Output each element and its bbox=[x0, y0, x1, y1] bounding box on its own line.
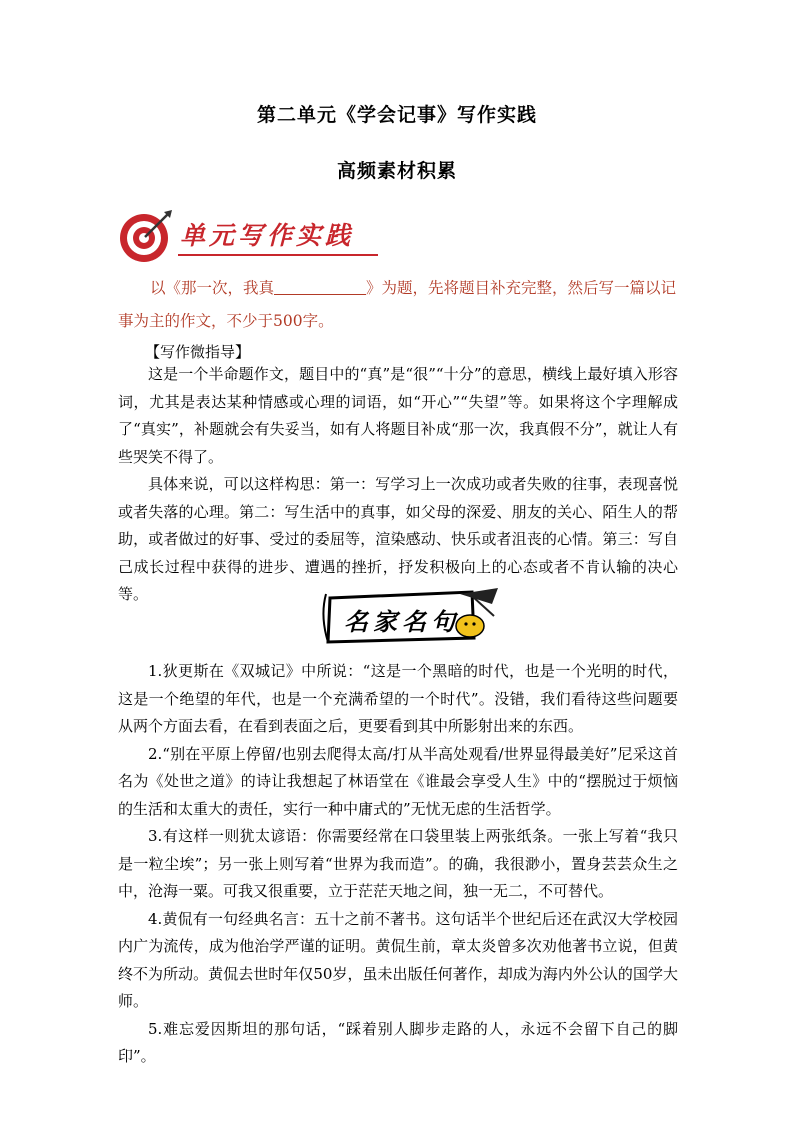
quote-item: 5.难忘爱因斯坦的那句话，“踩着别人脚步走路的人，永远不会留下自己的脚印”。 bbox=[118, 1019, 678, 1065]
target-icon bbox=[118, 208, 174, 264]
section-banner-label: 名家名句 bbox=[344, 607, 460, 636]
prompt-text-end: 》为题，先将题目补充完整，然后写一篇以记事为主的作文，不少于500字。 bbox=[118, 279, 677, 330]
guide-heading: 【写作微指导】 bbox=[145, 343, 251, 361]
guide-paragraph bbox=[118, 361, 678, 471]
document-title: 第二单元《学会记事》写作实践 bbox=[256, 104, 537, 126]
quotes-list bbox=[118, 658, 678, 1071]
section-banner-writing-practice bbox=[118, 208, 380, 266]
section-banner-famous-quotes bbox=[322, 586, 502, 648]
guide-paragraph-2: 具体来说，可以这样构思：第一：写学习上一次成功或者失败的往事，表现喜悦或者失落的心理。第二：写生活中的真事，如父母的深爱、朋友的关心、陌生人的帮助，或者做过的好事、受过的委屈等，渲染感动、快乐或者沮丧的心情。第三：写自己成长过程中获得的进步、遭遇的挫折，抒发积极向上的心态或者不肯认输的决心等。 bbox=[118, 475, 678, 603]
prompt-text-start: 以《那一次，我真 bbox=[150, 279, 275, 297]
document-subtitle: 高频素材积累 bbox=[336, 160, 457, 182]
writing-prompt bbox=[118, 272, 678, 338]
quote-item: 1.狄更斯在《双城记》中所说：“这是一个黑暗的时代，也是一个光明的时代，这是一个绝望的年代，也是一个充满希望的一个时代”。没错，我们看待这些问题要从两个方面去看，在看到表面之后，更要看到其中所影射出来的东西。 bbox=[118, 662, 678, 735]
banner-underline bbox=[178, 254, 378, 256]
quote-item: 4.黄侃有一句经典名言：五十之前不著书。这句话半个世纪后还在武汉大学校园内广为流传，成为他治学严谨的证明。黄侃生前，章太炎曾多次劝他著书立说，但黄终不为所动。黄侃去世时年仅50岁，虽未出版任何著作，却成为海内外公认的国学大师。 bbox=[118, 909, 678, 1010]
quote-item: 3.有这样一则犹太谚语：你需要经常在口袋里装上两张纸条。一张上写着“我只是一粒尘埃”；另一张上则写着“世界为我而造”。的确，我很渺小，置身芸芸众生之中，沧海一粟。可我又很重要，立于茫茫天地之间，独一无二，不可替代。 bbox=[118, 827, 678, 900]
prompt-blank bbox=[274, 276, 366, 295]
quote-item: 2.“别在平原上停留/也别去爬得太高/打从半高处观看/世界显得最美好”尼采这首名为《处世之道》的诗让我想起了林语堂在《谁最会享受人生》中的“摆脱过于烦恼的生活和太重大的责任，实行一种中庸式的”无忧无虑的生活哲学。 bbox=[118, 744, 678, 818]
section-banner-label: 单元写作实践 bbox=[180, 221, 355, 250]
guide-paragraph-1: 这是一个半命题作文，题目中的“真”是“很”“十分”的意思，横线上最好填入形容词，尤其是表达某种情感或心理的词语，如“开心”“失望”等。如果将这个字理解成了“真实”，补题就会有失妥当，如有人将题目补成“那一次，我真假不分”，就让人有些哭笑不得了。 bbox=[118, 365, 678, 466]
